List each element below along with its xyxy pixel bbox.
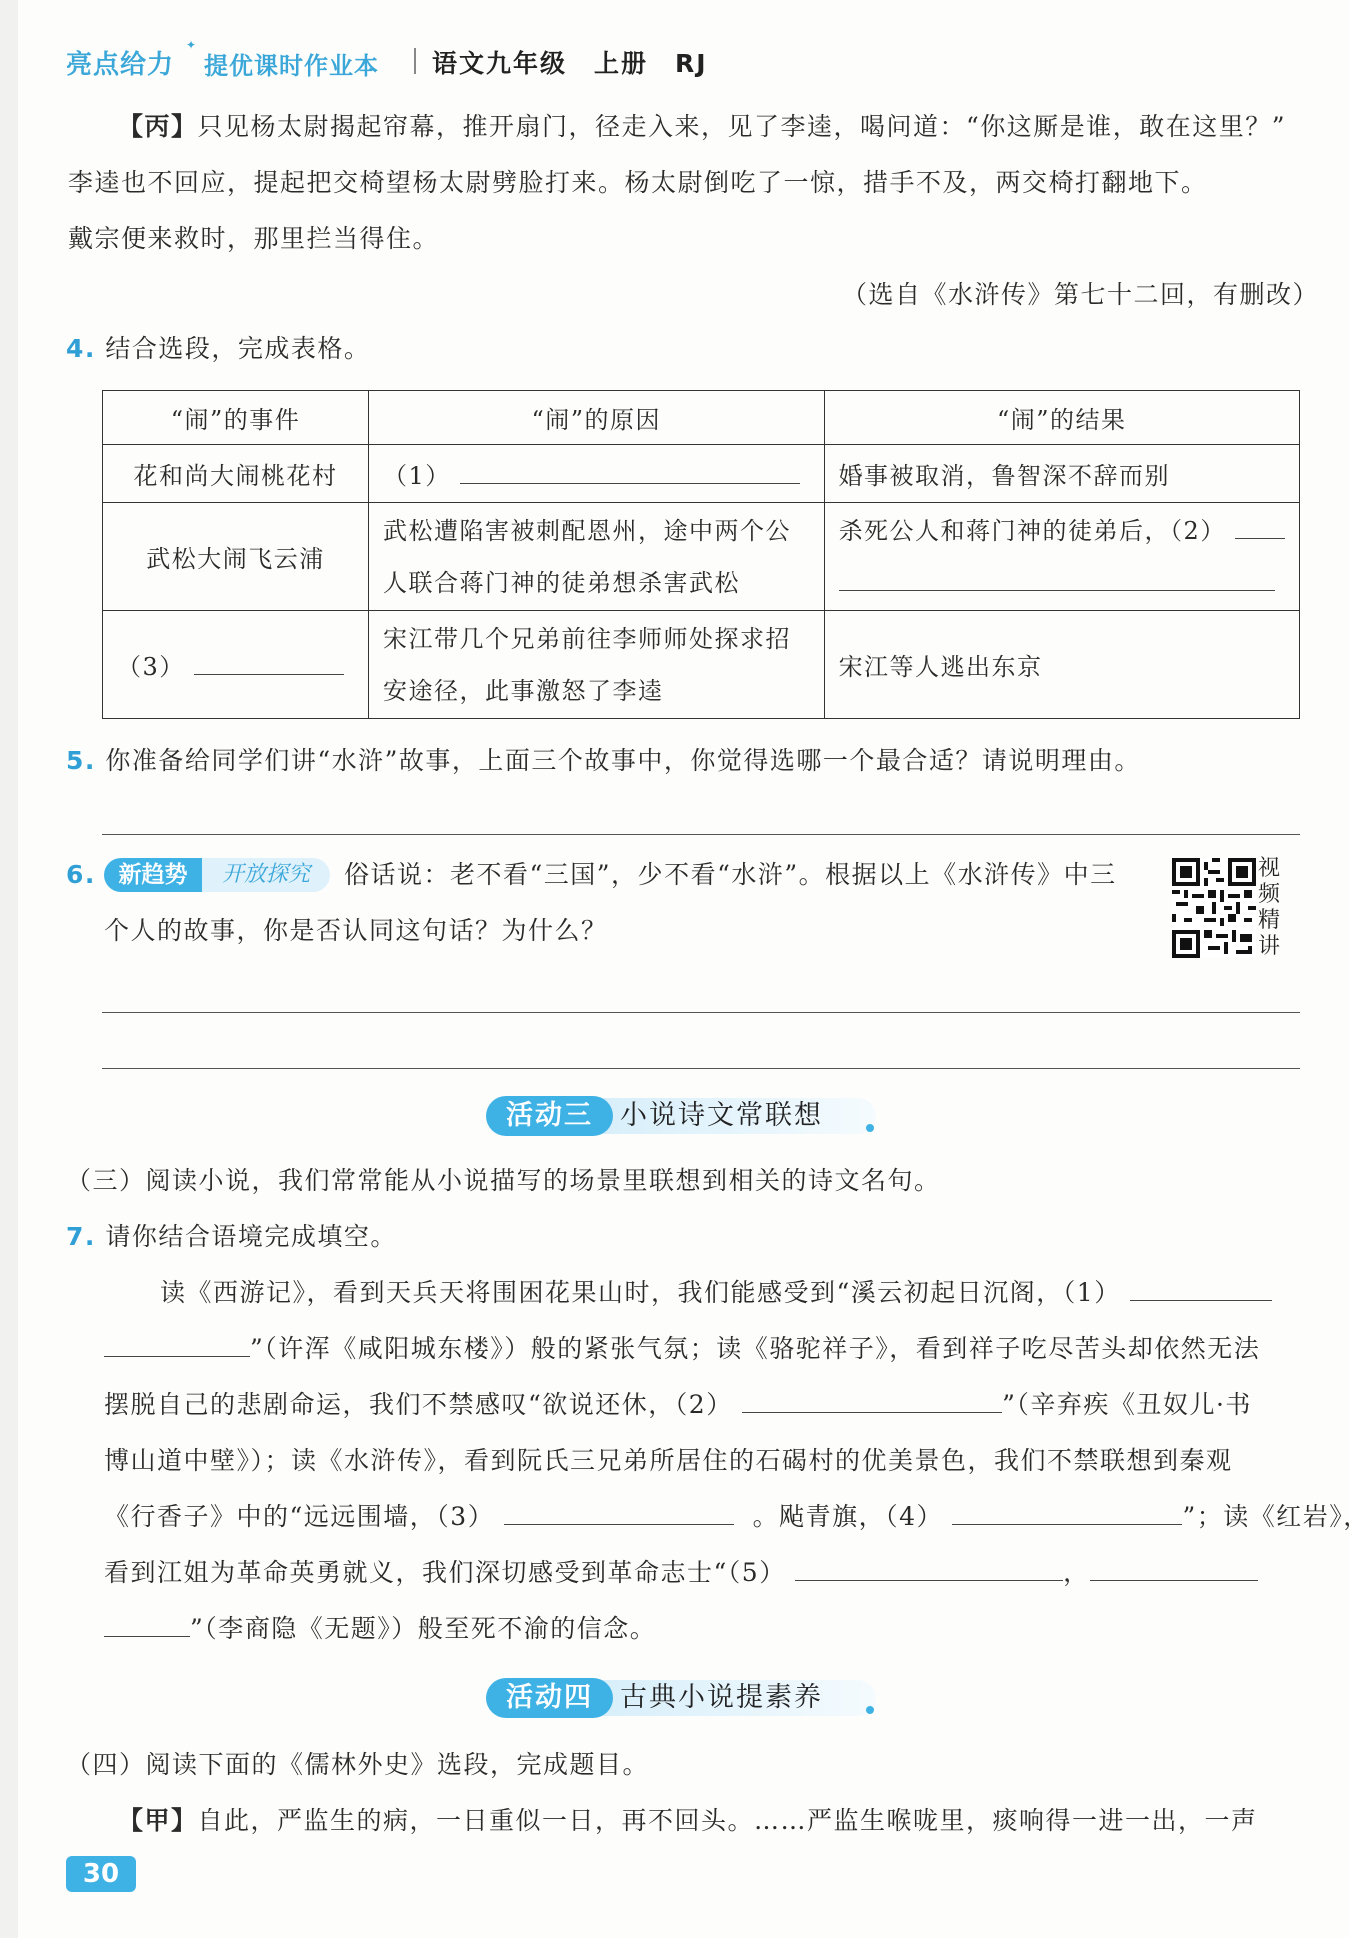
table-header-event: “闹”的事件 <box>103 391 369 445</box>
section-3-intro: （三）阅读小说，我们常常能从小说描写的场景里联想到相关的诗文名句。 <box>66 1166 941 1195</box>
passage-bing-line1 <box>118 112 1286 142</box>
q7-line2 <box>104 1334 1260 1364</box>
blank-q7-5b[interactable] <box>1090 1559 1258 1581</box>
header-divider <box>414 48 416 74</box>
question-7 <box>66 1222 397 1252</box>
table-cell-event: 武松大闹飞云浦 <box>103 503 369 611</box>
trend-tag-main: 新趋势 <box>104 858 202 892</box>
fill-text: ”；读《红岩》， <box>1182 1502 1370 1531</box>
cause-line: 宋江带几个兄弟前往李师师处探求招 <box>383 624 791 653</box>
fill-text: 《行香子》中的“远远围墙，（3） <box>104 1502 495 1531</box>
question-4 <box>66 334 370 364</box>
cause-line: 武松遭陷害被刺配恩州，途中两个公 <box>383 516 791 545</box>
passage-jia-line1 <box>118 1806 1258 1836</box>
fill-text: ， <box>1063 1558 1090 1587</box>
activity-3-banner <box>486 1096 886 1136</box>
question-number: 5. <box>66 746 96 775</box>
table-cell-result: 婚事被取消，鲁智深不辞而别 <box>824 445 1299 503</box>
answer-line[interactable] <box>102 1068 1300 1069</box>
answer-line[interactable] <box>102 834 1300 835</box>
question-text: 请你结合语境完成填空。 <box>105 1222 397 1251</box>
brand-subtitle: 提优课时作业本 <box>204 52 379 80</box>
fill-text: 看到江姐为革命英勇就义，我们深切感受到革命志士“（5） <box>104 1558 786 1587</box>
question-5 <box>66 746 1141 776</box>
blank-q7-1-cont[interactable] <box>104 1335 250 1357</box>
blank-label-1: （1） <box>383 462 451 490</box>
trend-tag <box>104 858 330 892</box>
table-cell-result: 宋江等人逃出东京 <box>824 611 1299 719</box>
blank-1[interactable] <box>460 462 800 484</box>
fill-text: ”（许浑《咸阳城东楼》）般的紧张气氛；读《骆驼祥子》，看到祥子吃尽苦头却依然无法 <box>250 1334 1261 1363</box>
cause-line: 人联合蒋门神的徒弟想杀害武松 <box>383 568 740 597</box>
activity-tag: 活动四 <box>486 1678 613 1718</box>
result-line <box>839 505 1285 557</box>
passage-tag: 【甲】 <box>118 1806 198 1835</box>
q7-line6 <box>104 1558 1258 1588</box>
page-edge-shadow <box>0 0 18 1938</box>
fill-text: 。飐青旗，（4） <box>752 1502 943 1531</box>
table-cell-result <box>824 503 1299 611</box>
question-6-line1: 俗话说：老不看“三国”，少不看“水浒”。根据以上《水浒传》中三 <box>344 860 1117 889</box>
q7-line5 <box>104 1502 1370 1532</box>
blank-q7-1[interactable] <box>1130 1279 1272 1301</box>
table-cell-cause <box>369 611 825 719</box>
blank-q7-5[interactable] <box>795 1559 1063 1581</box>
passage-bing-line3: 戴宗便来救时，那里拦当得住。 <box>68 224 440 253</box>
question-6-number <box>66 860 96 890</box>
brand-logo: 亮点给力 <box>66 50 175 80</box>
blank-2[interactable] <box>1235 517 1285 539</box>
blank-3[interactable] <box>194 653 344 675</box>
blank-q7-2[interactable] <box>742 1391 1002 1413</box>
passage-tag: 【丙】 <box>118 112 198 141</box>
banner-dot <box>866 1124 874 1132</box>
table-cell-event <box>103 611 369 719</box>
question-number: 6. <box>66 860 96 889</box>
video-explain-label: 视频精讲 <box>1258 856 1281 959</box>
activity-title: 小说诗文常联想 <box>620 1100 823 1131</box>
q7-line4: 博山道中壁》）；读《水浒传》，看到阮氏三兄弟所居住的石碣村的优美景色，我们不禁联想到秦观 <box>104 1446 1233 1475</box>
fill-text: 摆脱自己的悲剧命运，我们不禁感叹“欲说还休，（2） <box>104 1390 733 1419</box>
question-text: 结合选段，完成表格。 <box>105 334 371 363</box>
passage-text: 只见杨太尉揭起帘幕，推开扇门，径走入来，见了李逵，喝问道：“你这厮是谁，敢在这里？” <box>197 112 1287 141</box>
activity-4-banner <box>486 1678 886 1718</box>
section-4-intro: （四）阅读下面的《儒林外史》选段，完成题目。 <box>66 1750 650 1779</box>
passage-text: 自此，严监生的病，一日重似一日，再不回头。……严监生喉咙里，痰响得一进一出，一声 <box>197 1806 1258 1835</box>
cause-line: 安途径，此事激怒了李逵 <box>383 676 664 705</box>
answer-table <box>102 390 1300 719</box>
page-number: 30 <box>66 1856 136 1892</box>
blank-q7-5-cont[interactable] <box>104 1615 190 1637</box>
logo-star-icon: ✦ <box>186 38 197 52</box>
fill-text: ”（辛弃疾《丑奴儿·书 <box>1002 1390 1252 1419</box>
passage-source: （选自《水浒传》第七十二回，有删改） <box>842 280 1320 309</box>
q7-line3 <box>104 1390 1252 1420</box>
qr-code-icon[interactable] <box>1172 858 1256 958</box>
table-cell-cause <box>369 503 825 611</box>
fill-text: ”（李商隐《无题》）般至死不渝的信念。 <box>190 1614 657 1643</box>
question-6-line2: 个人的故事，你是否认同这句话？为什么？ <box>104 916 608 945</box>
table-header-cause: “闹”的原因 <box>369 391 825 445</box>
q7-line7 <box>104 1614 656 1644</box>
question-number: 4. <box>66 334 96 363</box>
table-cell-cause <box>369 445 825 503</box>
result-line <box>839 557 1285 609</box>
blank-q7-4[interactable] <box>952 1503 1182 1525</box>
q7-line1 <box>160 1278 1272 1308</box>
answer-line[interactable] <box>102 1012 1300 1013</box>
fill-text: 读《西游记》，看到天兵天将围困花果山时，我们能感受到“溪云初起日沉阁，（1） <box>160 1278 1121 1307</box>
passage-bing-line2: 李逵也不回应，提起把交椅望杨太尉劈脸打来。杨太尉倒吃了一惊，措手不及，两交椅打翻地下。 <box>68 168 1208 197</box>
activity-title: 古典小说提素养 <box>620 1682 823 1713</box>
blank-label-3: （3） <box>117 653 185 681</box>
question-number: 7. <box>66 1222 96 1251</box>
trend-tag-sub: 开放探究 <box>202 858 330 892</box>
book-meta: 语文九年级 上册 RJ <box>432 49 708 78</box>
table-header-result: “闹”的结果 <box>824 391 1299 445</box>
table-cell-event: 花和尚大闹桃花村 <box>103 445 369 503</box>
question-text: 你准备给同学们讲“水浒”故事，上面三个故事中，你觉得选哪一个最合适？请说明理由。 <box>105 746 1141 775</box>
banner-dot <box>866 1706 874 1714</box>
activity-tag: 活动三 <box>486 1096 613 1136</box>
blank-q7-3[interactable] <box>504 1503 734 1525</box>
result-text: 杀死公人和蒋门神的徒弟后，（2） <box>838 516 1226 545</box>
blank-2-cont[interactable] <box>839 569 1275 591</box>
